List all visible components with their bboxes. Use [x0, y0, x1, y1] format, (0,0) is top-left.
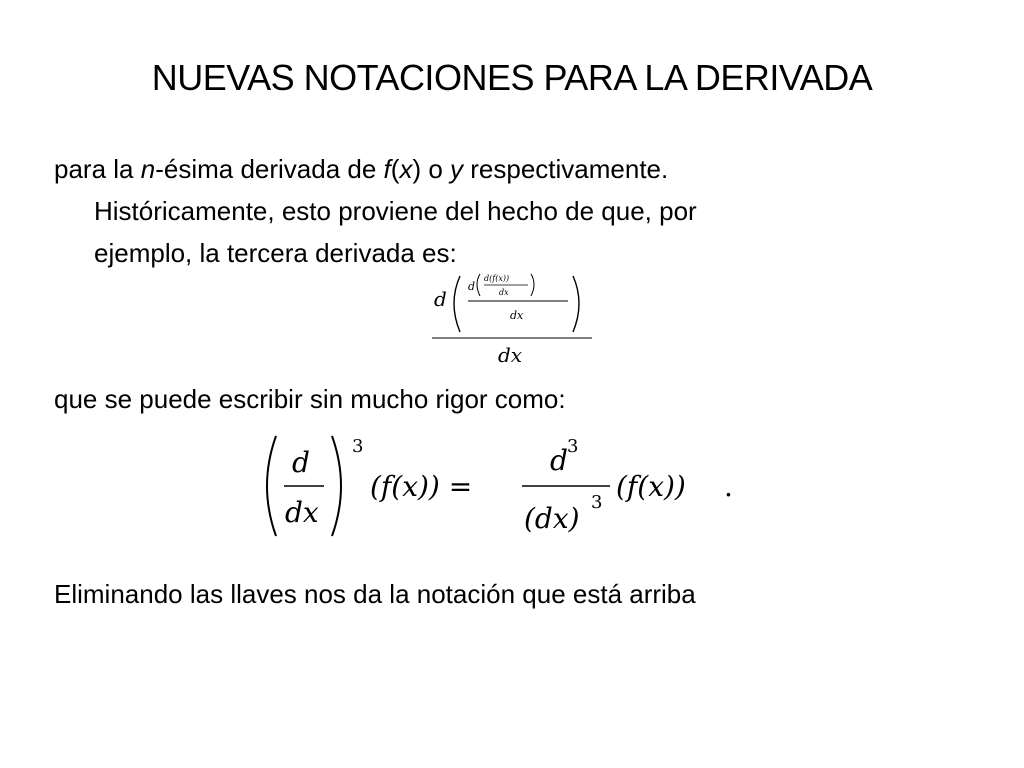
frac-num: d: [292, 446, 310, 479]
outer-den: dx: [498, 343, 523, 367]
left-paren: [267, 436, 276, 536]
mid-right-paren: [531, 274, 534, 296]
para1-line2: Históricamente, esto proviene del hecho de que, por: [94, 196, 697, 226]
var-x: x: [399, 154, 413, 184]
rhs-den: (dx): [524, 502, 580, 535]
rhs-num: d: [550, 444, 568, 477]
para1-line3: ejemplo, la tercera derivada es:: [94, 238, 457, 268]
exponent: 3: [352, 436, 364, 457]
para1-text: ) o: [412, 154, 451, 184]
period: .: [724, 470, 733, 503]
rhs-num-exp: 3: [567, 436, 579, 457]
fx-right: (f(x)): [616, 470, 686, 503]
outer-right-paren: [573, 276, 579, 332]
right-paren: [332, 436, 341, 536]
para1-text: respectivamente.: [463, 154, 669, 184]
outer-left-paren: [454, 276, 460, 332]
mid-num-d: d: [468, 280, 476, 293]
var-f: f: [383, 154, 391, 184]
frac-den: dx: [285, 496, 319, 529]
paragraph-conclusion: Eliminando las llaves nos da la notación que está arriba: [54, 579, 696, 609]
para1-text: -ésima derivada de: [155, 154, 384, 184]
paragraph-nth-derivative: [54, 148, 954, 274]
var-n: n: [140, 154, 156, 184]
fx-left-equals: (f(x)) =: [370, 470, 473, 503]
slide-title: NUEVAS NOTACIONES PARA LA DERIVADA: [151, 57, 873, 98]
third-derivative-operator-equation: [258, 430, 748, 542]
para1-text: para la: [54, 154, 141, 184]
mid-den: dx: [510, 309, 524, 322]
mid-left-paren: [477, 274, 480, 296]
paragraph-rewrite: que se puede escribir sin mucho rigor como:: [54, 384, 566, 414]
outer-num-d: d: [434, 287, 447, 311]
paren-open: (: [390, 154, 400, 184]
rhs-den-exp: 3: [591, 492, 603, 513]
inner-den: dx: [499, 288, 509, 297]
third-derivative-nested-fraction: [430, 268, 600, 368]
inner-num: d(f(x)): [484, 274, 510, 283]
var-y: y: [450, 154, 464, 184]
